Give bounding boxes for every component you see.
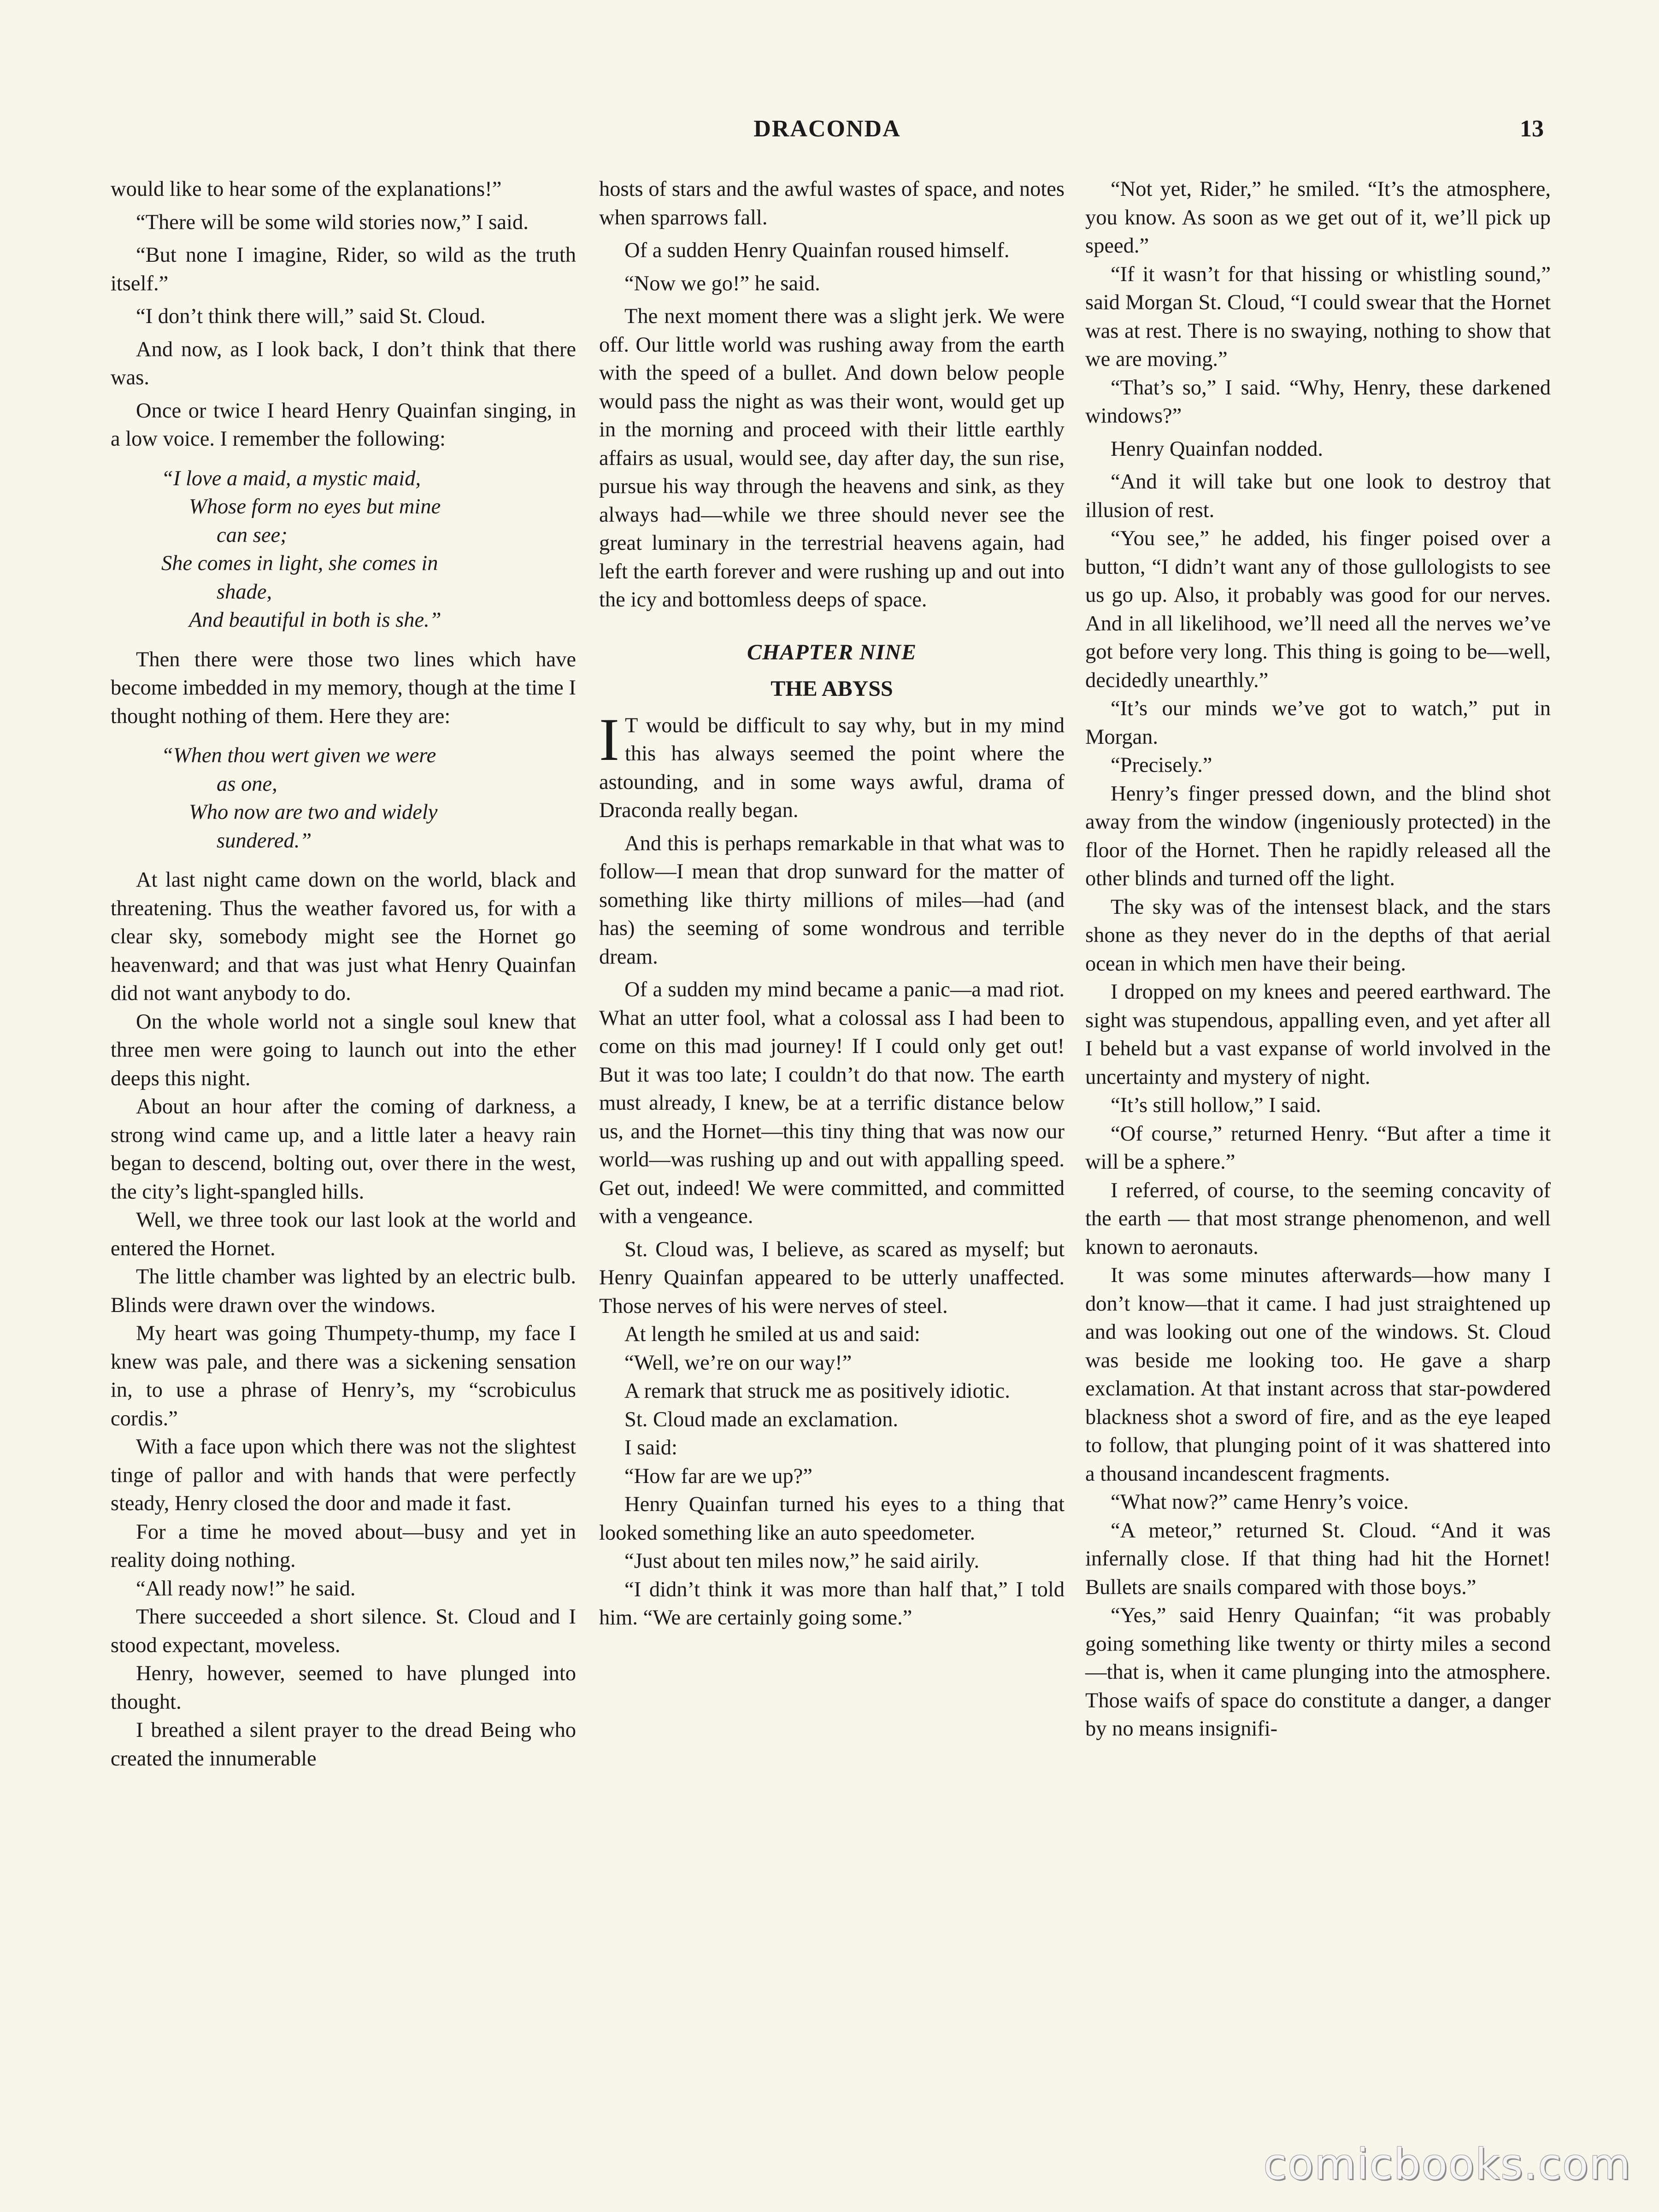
verse-line: “I love a maid, a mystic maid, [161, 466, 421, 490]
paragraph: “And it will take but one look to destroy that illusion of rest. [1085, 470, 1551, 522]
paragraph: “Of course,” returned Henry. “But after a time it will be a sphere.” [1085, 1122, 1551, 1174]
paragraph: “A meteor,” returned St. Cloud. “And it was infernally close. If that thing had hit the Hornet! Bullets are snails compared with those boys.” [1085, 1518, 1551, 1599]
paragraph: At last night came down on the world, black and threatening. Thus the weather favored us, for with a clear sky, somebody might see the Hornet go heavenward; and that was just what Henry Quainfan did not want anybody to do. [111, 868, 576, 1005]
verse-line: sundered.” [217, 829, 312, 853]
paragraph: “I didn’t think it was more than half that,” I told him. “We are certainly going some.” [599, 1577, 1065, 1630]
text-column-1 [111, 175, 576, 1773]
paragraph: Then there were those two lines which have become imbedded in my memory, though at the time I thought nothing of them. Here they are: [111, 647, 576, 728]
verse-line: Whose form no eyes but mine [189, 495, 441, 518]
paragraph: With a face upon which there was not the slightest tinge of pallor and with hands that were perfectly steady, Henry closed the door and made it fast. [111, 1435, 576, 1515]
verse-block [161, 465, 576, 635]
paragraph: Henry’s finger pressed down, and the blind shot away from the window (ingeniously protected) in the floor of the Hornet. Then he rapidly released all the other blinds and turned off the light. [1085, 782, 1551, 890]
paragraph: “Precisely.” [1111, 753, 1212, 777]
paragraph: “Not yet, Rider,” he smiled. “It’s the atmosphere, you know. As soon as we get out of it, we’ll pick up speed.” [1085, 177, 1551, 258]
verse-line: Who now are two and widely [189, 800, 438, 824]
paragraph: For a time he moved about—busy and yet in reality doing nothing. [111, 1520, 576, 1572]
paragraph: hosts of stars and the awful wastes of space, and notes when sparrows fall. [599, 177, 1065, 229]
paragraph: There succeeded a short silence. St. Cloud and I stood expectant, moveless. [111, 1605, 576, 1657]
paragraph: On the whole world not a single soul knew that three men were going to launch out into the ether deeps this night. [111, 1010, 576, 1090]
verse-block [161, 741, 576, 855]
verse-line: shade, [217, 580, 272, 604]
paragraph: The next moment there was a slight jerk. We were off. Our little world was rushing away from the earth with the speed of a bullet. And down below people would pass the night as was their wont, would get up in the morning and proceed with their little earthly affairs as usual, would see, day after day, the sun rise, pursue his way through the heavens and sink, as they always had—while we three should never see the great luminary in the terrestrial heavens again, had left the earth forever and were rushing up and out into the icy and bottomless deeps of space. [599, 305, 1065, 612]
paragraph: The little chamber was lighted by an electric bulb. Blinds were drawn over the windows. [111, 1265, 576, 1317]
verse-line: She comes in light, she comes in [161, 552, 438, 575]
paragraph: would like to hear some of the explanations!” [111, 177, 502, 201]
paragraph: “I don’t think there will,” said St. Cloud. [136, 305, 486, 328]
paragraph: My heart was going Thumpety-thump, my face I knew was pale, and there was a sickening sensation in, to use a phrase of Henry’s, my “scrobiculus cordis.” [111, 1322, 576, 1430]
verse-line: as one, [217, 772, 277, 796]
paragraph: “But none I imagine, Rider, so wild as the truth itself.” [111, 243, 576, 295]
paragraph: “Well, we’re on our way!” [624, 1351, 852, 1375]
paragraph: “There will be some wild stories now,” I said. [136, 210, 529, 234]
paragraph: And this is perhaps remarkable in that what was to follow—I mean that drop sunward for the matter of something like thirty millions of miles—had (and has) the seeming of some wondrous and terrible dream. [599, 831, 1065, 969]
paragraph: “It’s our minds we’ve got to watch,” put in Morgan. [1085, 697, 1551, 749]
verse-line: “When thou wert given we were [161, 744, 436, 767]
paragraph: Henry Quainfan turned his eyes to a thing that looked something like an auto speedometer. [599, 1493, 1065, 1545]
paragraph: A remark that struck me as positively idiotic. [624, 1379, 1010, 1403]
paragraph: “Now we go!” he said. [624, 271, 820, 295]
paragraph: It was some minutes afterwards—how many I don’t know—that it came. I had just straightened up and was looking out one of the windows. St. Cloud was beside me looking too. He gave a sharp exclamation. At that instant across that star-powdered blackness shot a sword of fire, and as the eye leaped to follow, that plunging point of it was shattered into a thousand incandescent fragments. [1085, 1264, 1551, 1486]
paragraph: “How far are we up?” [624, 1464, 812, 1488]
paragraph: I said: [624, 1436, 677, 1459]
chapter-heading: CHAPTER NINE [747, 640, 917, 665]
verse-line: And beautiful in both is she.” [189, 608, 441, 632]
paragraph: “If it wasn’t for that hissing or whistling sound,” said Morgan St. Cloud, “I could swear that the Hornet was at rest. There is no swaying, nothing to show that we are moving.” [1085, 262, 1551, 371]
paragraph: Of a sudden Henry Quainfan roused himself. [624, 239, 1010, 262]
paragraph: “That’s so,” I said. “Why, Henry, these darkened windows?” [1085, 376, 1551, 428]
text-column-3 [1085, 175, 1551, 1743]
page-header [111, 115, 1544, 147]
paragraph [599, 705, 1065, 825]
paragraph: “You see,” he added, his finger poised over a button, “I didn’t want any of those gullologists to see us go up. Also, it probably was good for our nerves. And in all likelihood, we’ll need all the nerves we’ve got before very long. This thing is going to be—well, decidedly unearthly.” [1085, 527, 1551, 692]
paragraph: St. Cloud made an exclamation. [624, 1407, 899, 1431]
chapter-title: THE ABYSS [771, 677, 893, 701]
paragraph: The sky was of the intensest black, and the stars shone as they never do in the depths of that aerial ocean in which men have their being. [1085, 895, 1551, 976]
paragraph: “It’s still hollow,” I said. [1111, 1094, 1321, 1117]
paragraph: Once or twice I heard Henry Quainfan singing, in a low voice. I remember the following: [111, 399, 576, 451]
paragraph: And now, as I look back, I don’t think that there was. [111, 337, 576, 389]
paragraph: “All ready now!” he said. [136, 1577, 356, 1600]
paragraph: Henry, however, seemed to have plunged into thought. [111, 1662, 576, 1714]
watermark: comicbooks.com [1263, 2140, 1631, 2189]
paragraph: “Just about ten miles now,” he said airily. [624, 1549, 980, 1573]
paragraph-text: T would be difficult to say why, but in my mind this has always seemed the point where the astounding, and in some ways awful, drama of Draconda really began. [599, 713, 1065, 822]
paragraph: St. Cloud was, I believe, as scared as myself; but Henry Quainfan appeared to be utterly unaffected. Those nerves of his were nerves of steel. [599, 1237, 1065, 1318]
paragraph: I referred, of course, to the seeming concavity of the earth — that most strange phenomenon, and well known to aeronauts. [1085, 1178, 1551, 1259]
paragraph: Henry Quainfan nodded. [1111, 437, 1323, 461]
page-number: 13 [1520, 116, 1544, 142]
paragraph: I dropped on my knees and peered earthward. The sight was stupendous, appalling even, and yet after all I beheld but a vast expanse of world involved in the uncertainty and mystery of night. [1085, 980, 1551, 1089]
paragraph: “Yes,” said Henry Quainfan; “it was probably going something like twenty or thirty miles a second—that is, when it came plunging into the atmosphere. Those waifs of space do constitute a danger, a danger by no means insignifi- [1085, 1604, 1551, 1741]
paragraph: I breathed a silent prayer to the dread Being who created the innumerable [111, 1718, 576, 1771]
running-title: DRACONDA [753, 116, 901, 142]
drop-cap: I [599, 705, 619, 773]
paragraph: At length he smiled at us and said: [624, 1323, 920, 1346]
paragraph: Well, we three took our last look at the world and entered the Hornet. [111, 1208, 576, 1260]
paragraph: Of a sudden my mind became a panic—a mad riot. What an utter fool, what a colossal ass I had been to come on this mad journey! If I could only get out! But it was too late; I couldn’t do that now. The earth must already, I knew, be at a terrific distance below us, and the Hornet—this tiny thing that was now our world—was rushing up and out with appalling speed. Get out, indeed! We were committed, and committed with a vengeance. [599, 978, 1065, 1228]
paragraph: About an hour after the coming of darkness, a strong wind came up, and a little later a heavy rain began to descend, bolting out, over there in the west, the city’s light-spangled hills. [111, 1095, 576, 1204]
text-column-2 [599, 175, 1065, 1632]
paragraph: “What now?” came Henry’s voice. [1111, 1490, 1409, 1514]
verse-line: can see; [217, 523, 288, 547]
